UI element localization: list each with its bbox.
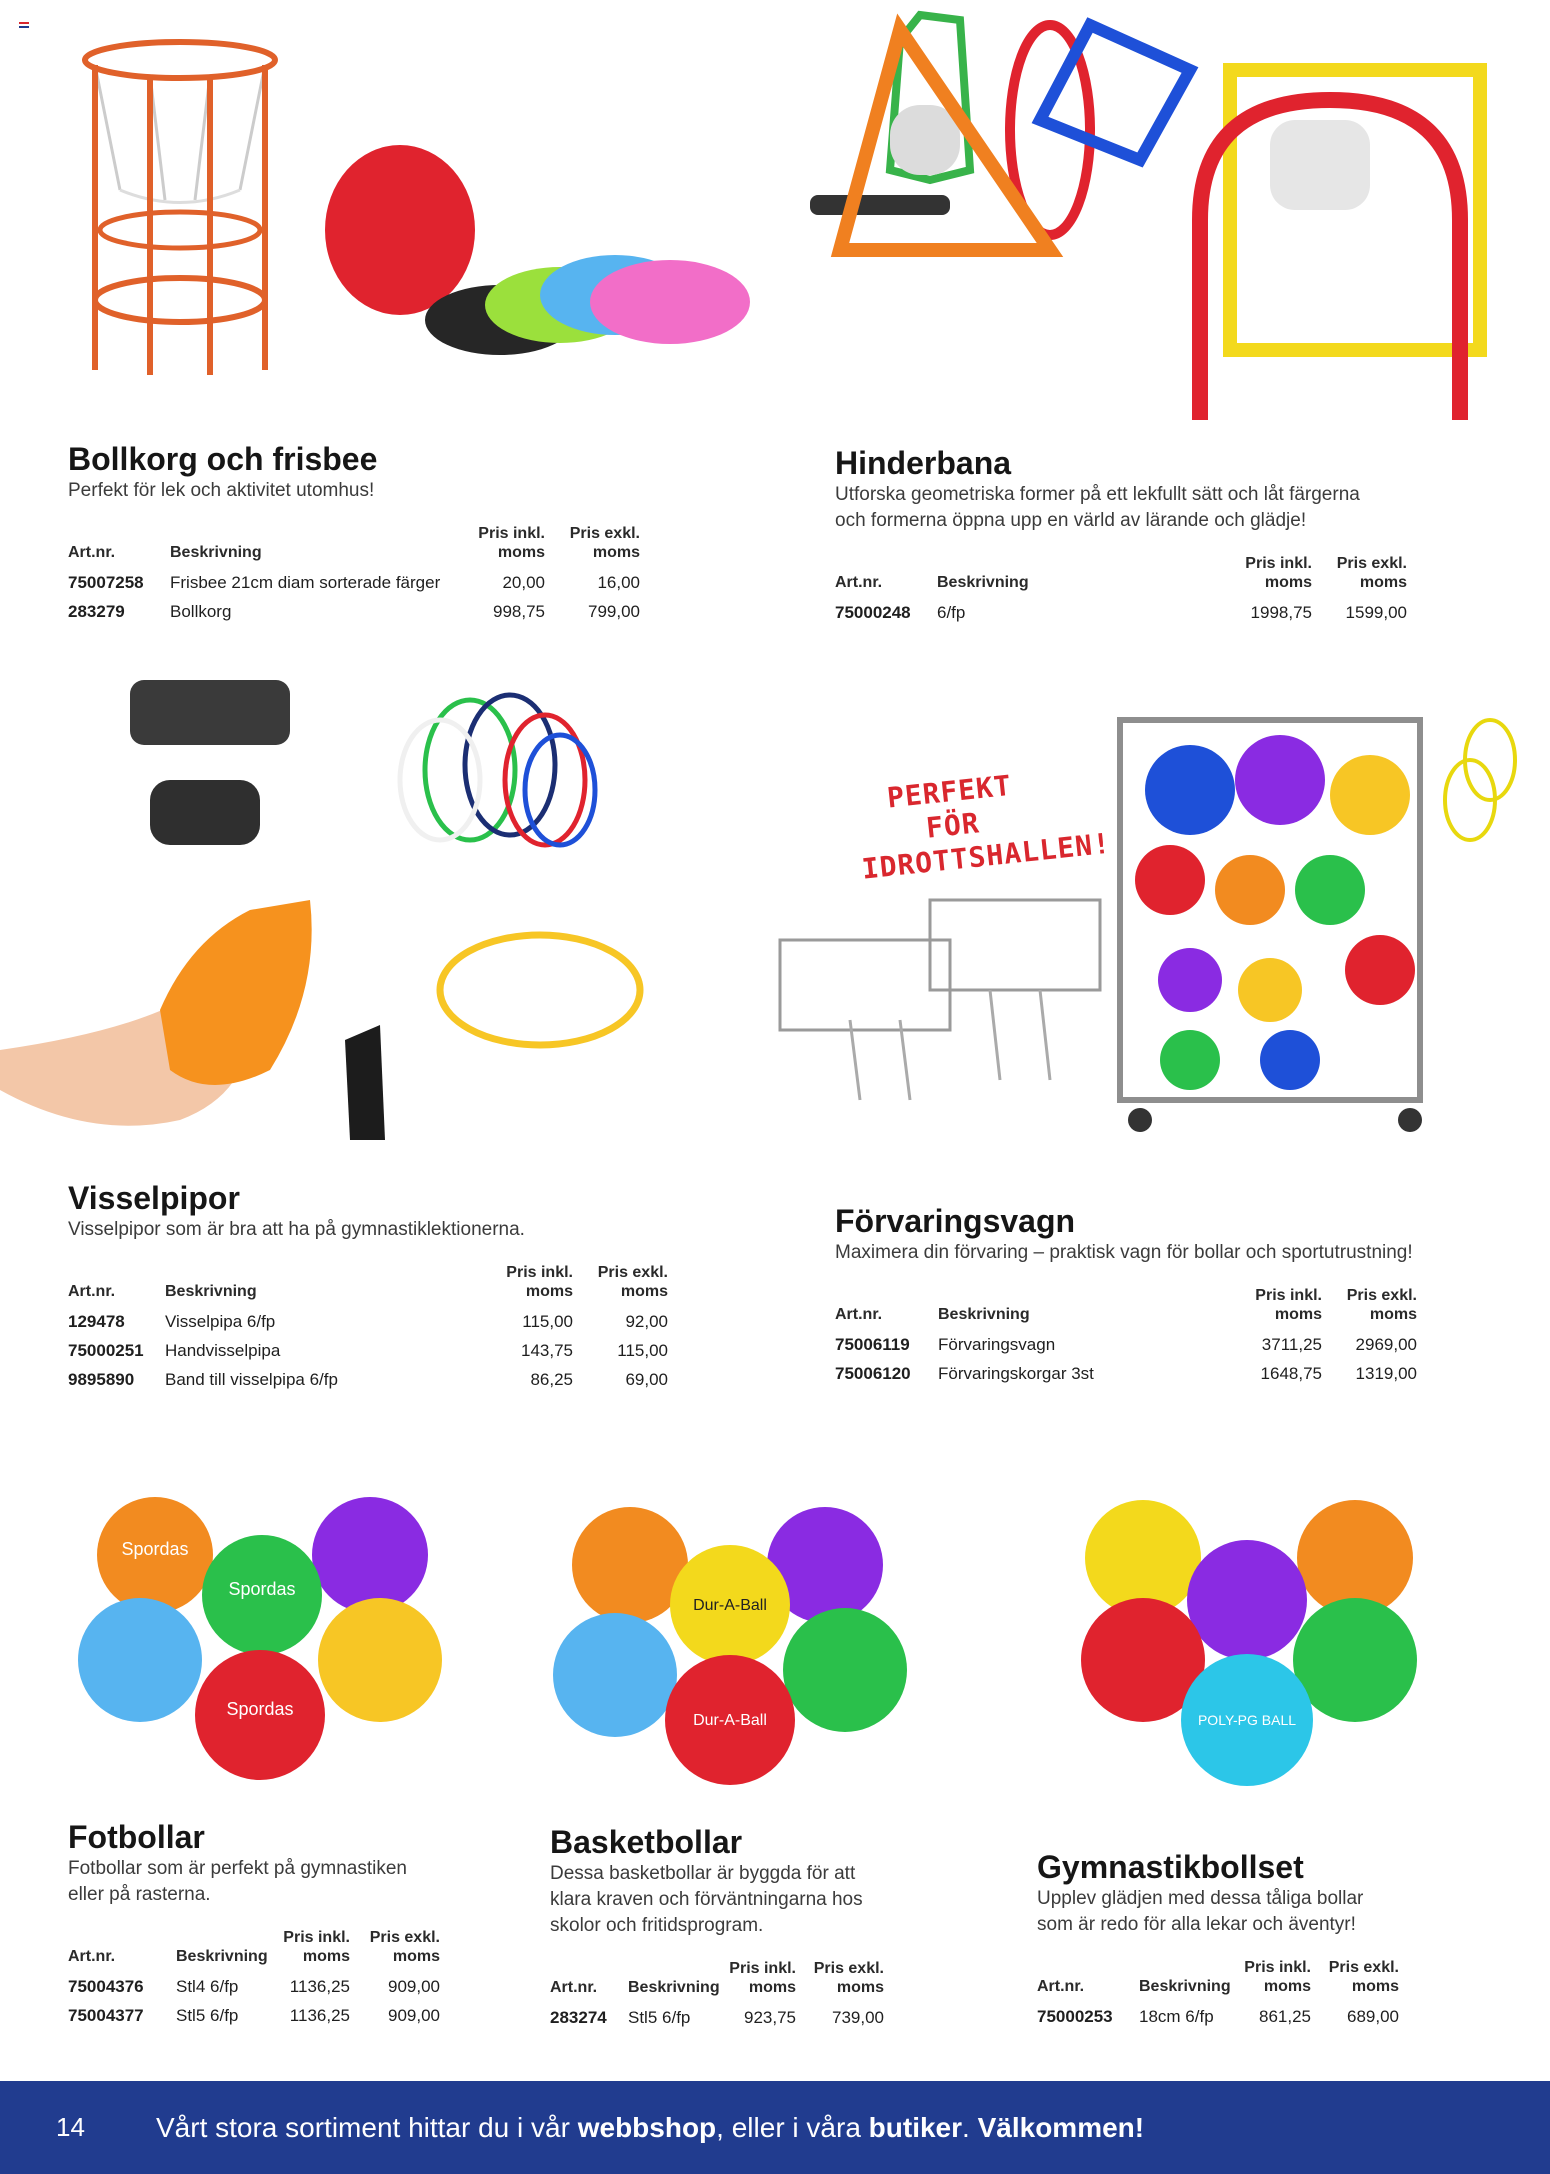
webbshop-link[interactable]: webbshop (577, 2111, 717, 2143)
svg-text:Dur-A-Ball: Dur-A-Ball (693, 1712, 767, 1729)
col-art: Art.nr. (1037, 1978, 1085, 1995)
table-row: 75000251 Handvisselpipa 143,75 115,00 (68, 1341, 668, 1360)
footer-message: Vårt stora sortiment hittar du i vår webbshop, eller i våra butiker. Välkommen! (156, 2111, 1145, 2143)
col-exkl: Pris exkl. moms (369, 1929, 440, 1965)
price-table (68, 524, 640, 626)
gymnastikbollset-image (1075, 1500, 1420, 1790)
section-desc: Visselpipor som är bra att ha på gymnastiklektionerna. (68, 1219, 525, 1240)
price-table (1037, 1958, 1399, 2031)
svg-text:Spordas: Spordas (121, 1539, 189, 1559)
price-table (68, 1928, 440, 2030)
price-table (835, 1286, 1417, 1388)
section-basketbollar (550, 1823, 930, 2032)
badge-text: PERFEKT FÖR IDROTTSHALLEN! (860, 768, 1113, 886)
section-title: Visselpipor (68, 1180, 240, 1216)
col-exkl: Pris exkl. moms (1328, 1959, 1399, 1995)
section-title: Gymnastikbollset (1037, 1849, 1304, 1885)
col-art: Art.nr. (835, 574, 883, 591)
col-art: Art.nr. (68, 544, 116, 561)
col-inkl: Pris inkl. moms (729, 1960, 796, 1996)
section-title: Basketbollar (550, 1824, 743, 1860)
svg-text:Spordas: Spordas (226, 1699, 294, 1719)
col-art: Art.nr. (68, 1283, 116, 1300)
table-row: 75004377 Stl5 6/fp 1136,25 909,00 (68, 2006, 440, 2025)
table-row: 75004376 Stl4 6/fp 1136,25 909,00 (68, 1977, 440, 1996)
table-row: 75000253 18cm 6/fp 861,25 689,00 (1037, 2007, 1399, 2026)
section-title: Bollkorg och frisbee (68, 441, 378, 477)
page-number: 14 (56, 2112, 85, 2142)
svg-text:POLY-PG BALL: POLY-PG BALL (1197, 1712, 1297, 1728)
section-title: Hinderbana (835, 445, 1012, 481)
col-exkl: Pris exkl. moms (597, 1264, 668, 1300)
footer-bar (0, 2081, 1550, 2174)
basketbollar-image (550, 1505, 910, 1785)
col-art: Art.nr. (550, 1979, 598, 1996)
table-row: 75006119 Förvaringsvagn 3711,25 2969,00 (835, 1335, 1417, 1354)
col-inkl: Pris inkl. moms (1245, 555, 1312, 591)
table-row: 75000248 6/fp 1998,75 1599,00 (835, 603, 1407, 622)
table-row: 283279 Bollkorg 998,75 799,00 (68, 602, 640, 621)
section-desc: Fotbollar som är perfekt på gymnastiken eller på rasterna. (68, 1858, 407, 1905)
butiker-link[interactable]: butiker (868, 2111, 963, 2143)
col-inkl: Pris inkl. moms (478, 525, 545, 561)
section-visselpipor (68, 1179, 688, 1394)
section-desc: Perfekt för lek och aktivitet utomhus! (68, 480, 375, 501)
bollkorg-frisbee-image (60, 30, 760, 390)
col-art: Art.nr. (835, 1306, 883, 1323)
table-row: 129478 Visselpipa 6/fp 115,00 92,00 (68, 1312, 668, 1331)
perfekt-badge (853, 765, 1113, 886)
fotbollar-image (70, 1495, 450, 1785)
col-inkl: Pris inkl. moms (283, 1929, 350, 1965)
table-row: 75007258 Frisbee 21cm diam sorterade färger 20,00 16,00 (68, 573, 640, 592)
price-table (68, 1263, 668, 1394)
section-gymnastikbollset (1037, 1848, 1437, 2031)
col-inkl: Pris inkl. moms (1255, 1287, 1322, 1323)
table-row: 9895890 Band till visselpipa 6/fp 86,25 69,00 (68, 1370, 668, 1389)
price-table (835, 554, 1407, 627)
section-fotbollar (68, 1818, 448, 2030)
col-beskr: Beskrivning (1139, 1978, 1231, 1995)
price-table (550, 1959, 884, 2032)
col-art: Art.nr. (68, 1948, 116, 1965)
hinderbana-image (790, 10, 1510, 430)
svg-text:Spordas: Spordas (228, 1579, 296, 1599)
col-beskr: Beskrivning (628, 1979, 720, 1996)
section-desc: Dessa basketbollar är byggda för att klara kraven och förväntningarna hos skolor och fritidsprogram. (550, 1863, 863, 1936)
col-inkl: Pris inkl. moms (506, 1264, 573, 1300)
col-beskr: Beskrivning (176, 1948, 268, 1965)
col-beskr: Beskrivning (170, 544, 262, 561)
svg-text:Dur-A-Ball: Dur-A-Ball (693, 1597, 767, 1614)
col-exkl: Pris exkl. moms (569, 525, 640, 561)
col-exkl: Pris exkl. moms (1336, 555, 1407, 591)
col-exkl: Pris exkl. moms (813, 1960, 884, 1996)
section-desc: Utforska geometriska former på ett lekfullt sätt och låt färgerna och formerna öppna upp en värld av lärande och glädje! (835, 484, 1360, 531)
section-forvaringsvagn (835, 1202, 1435, 1388)
flag-icon (19, 22, 29, 28)
col-exkl: Pris exkl. moms (1346, 1287, 1417, 1323)
section-hinderbana (835, 444, 1435, 627)
col-inkl: Pris inkl. moms (1244, 1959, 1311, 1995)
table-row: 75006120 Förvaringskorgar 3st 1648,75 1319,00 (835, 1364, 1417, 1383)
visselpipor-image (0, 670, 660, 1150)
section-desc: Upplev glädjen med dessa tåliga bollar som är redo för alla lekar och äventyr! (1037, 1888, 1364, 1935)
col-beskr: Beskrivning (937, 574, 1029, 591)
table-row: 283274 Stl5 6/fp 923,75 739,00 (550, 2008, 884, 2027)
col-beskr: Beskrivning (938, 1306, 1030, 1323)
section-title: Förvaringsvagn (835, 1203, 1076, 1239)
section-bollkorg (68, 440, 668, 626)
section-desc: Maximera din förvaring – praktisk vagn för bollar och sportutrustning! (835, 1242, 1413, 1263)
forvaringsvagn-image (770, 700, 1540, 1160)
section-title: Fotbollar (68, 1819, 205, 1855)
col-beskr: Beskrivning (165, 1283, 257, 1300)
